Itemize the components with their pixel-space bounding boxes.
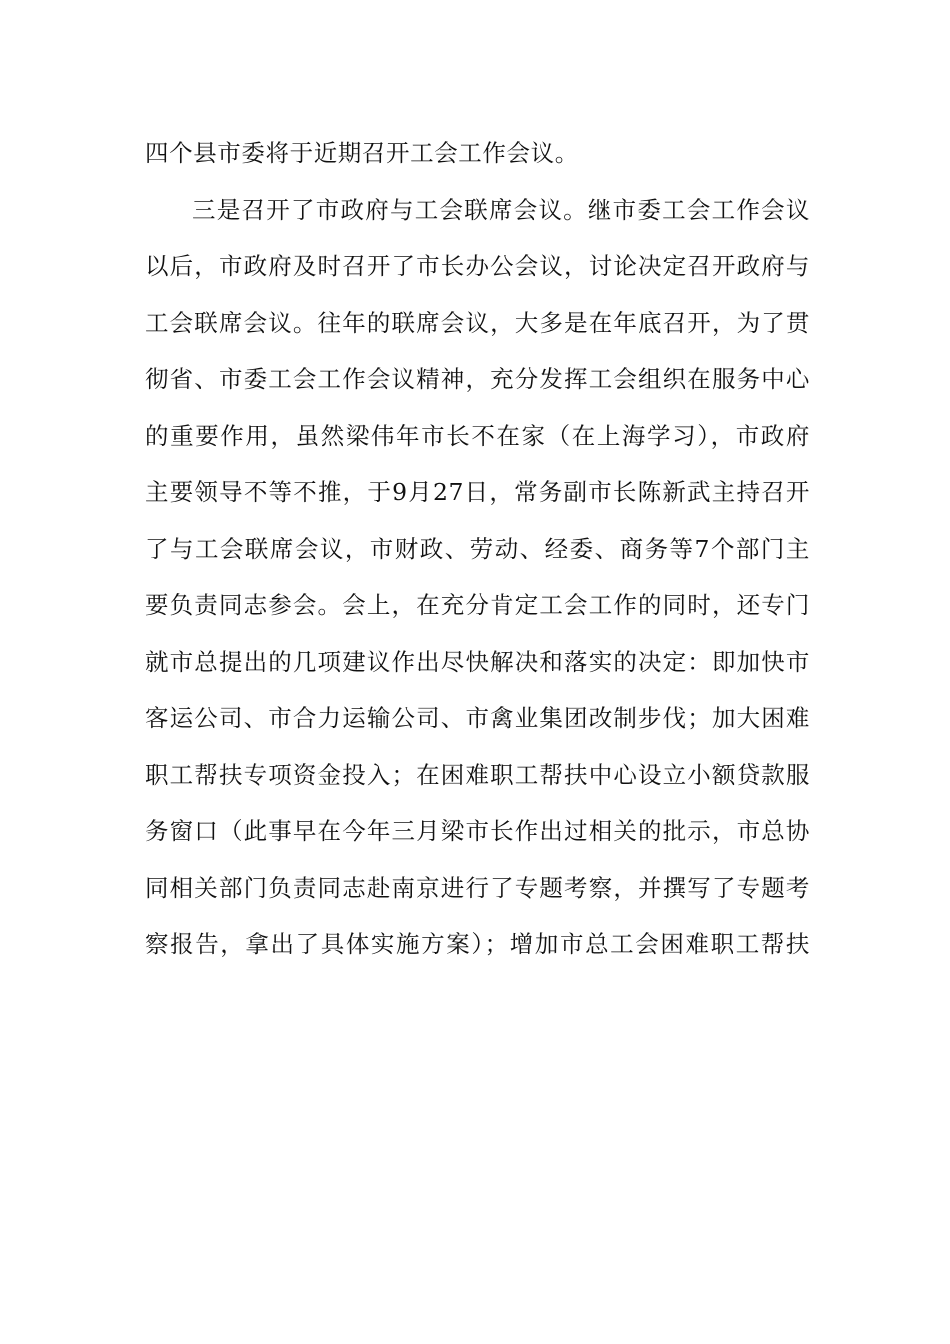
- text-line: 同相关部门负责同志赴南京进行了专题考察，并撰写了专题考: [145, 873, 810, 902]
- text-line: 以后，市政府及时召开了市长办公会议，讨论决定召开政府与: [145, 252, 810, 280]
- text-line: 职工帮扶专项资金投入；在困难职工帮扶中心设立小额贷款服: [145, 760, 810, 789]
- text-line: 要负责同志参会。会上，在充分肯定工会工作的同时，还专门: [145, 591, 810, 619]
- text-line: 四个县市委将于近期召开工会工作会议。: [145, 139, 579, 167]
- text-line: 工会联席会议。往年的联席会议，大多是在年底召开，为了贯: [145, 308, 810, 337]
- text-line: 就市总提出的几项建议作出尽快解决和落实的决定：即加快市: [145, 647, 810, 676]
- text-line: 务窗口（此事早在今年三月梁市长作出过相关的批示，市总协: [145, 817, 810, 845]
- text-line: 了与工会联席会议，市财政、劳动、经委、商务等7个部门主: [145, 534, 810, 563]
- text-line: 主要领导不等不推，于9月27日，常务副市长陈新武主持召开: [145, 478, 810, 506]
- text-line: 客运公司、市合力运输公司、市禽业集团改制步伐；加大困难: [145, 704, 810, 732]
- text-line: 三是召开了市政府与工会联席会议。继市委工会工作会议: [192, 195, 810, 224]
- body-text: [145, 131, 810, 979]
- text-line: 察报告，拿出了具体实施方案）；增加市总工会困难职工帮扶: [145, 930, 810, 958]
- text-line: 的重要作用，虽然梁伟年市长不在家（在上海学习），市政府: [145, 421, 810, 450]
- text-line: 彻省、市委工会工作会议精神，充分发挥工会组织在服务中心: [145, 365, 810, 393]
